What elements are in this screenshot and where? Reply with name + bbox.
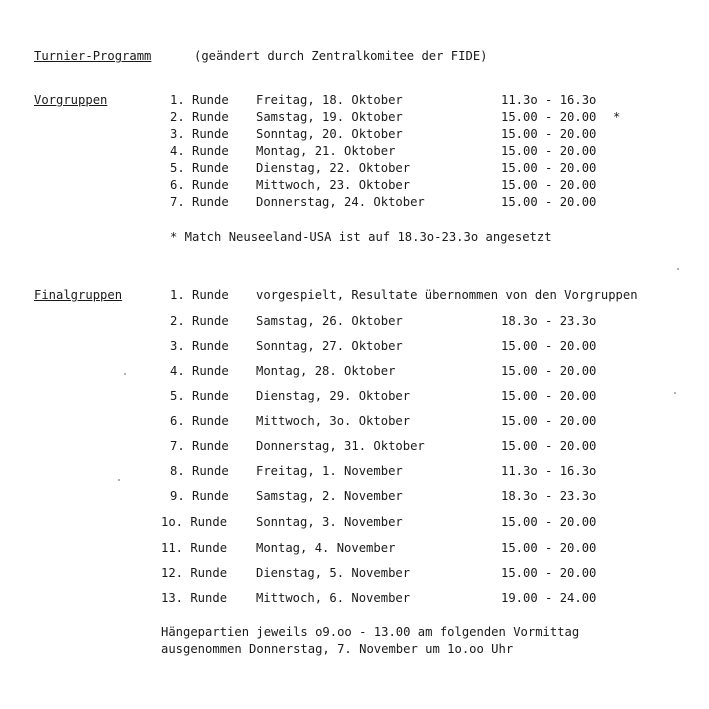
round-label: 4. Runde [170, 144, 229, 158]
round-time: 15.00 - 20.00 [501, 515, 597, 529]
round-date: Dienstag, 22. Oktober [256, 161, 411, 175]
paper-speck [124, 373, 126, 375]
vorgruppen-footnote: * Match Neuseeland-USA ist auf 18.3o-23.3o angesetzt [170, 230, 552, 244]
round-time: 15.00 - 20.00 [501, 178, 597, 192]
round-date: Mittwoch, 23. Oktober [256, 178, 411, 192]
round-label: 6. Runde [170, 414, 229, 428]
round-label: 6. Runde [170, 178, 229, 192]
round-label: 4. Runde [170, 364, 229, 378]
document-title: Turnier-Programm [34, 49, 152, 63]
round-date: Sonntag, 3. November [256, 515, 403, 529]
round-time: 15.00 - 20.00 [501, 161, 597, 175]
round-time: 15.00 - 20.00 [501, 541, 597, 555]
round-label: 3. Runde [170, 127, 229, 141]
round-label: 12. Runde [161, 566, 228, 580]
first-round-note: vorgespielt, Resultate übernommen von den Vorgruppen [256, 288, 638, 302]
round-time: 15.00 - 20.00 [501, 110, 597, 124]
round-time: 18.3o - 23.3o [501, 489, 597, 503]
round-time: 15.00 - 20.00 [501, 439, 597, 453]
round-time: 15.00 - 20.00 [501, 566, 597, 580]
finalgruppen-heading: Finalgruppen [34, 288, 123, 302]
round-label: 5. Runde [170, 161, 229, 175]
round-label: 13. Runde [161, 591, 228, 605]
round-time: 15.00 - 20.00 [501, 339, 597, 353]
round-label: 2. Runde [170, 110, 229, 124]
round-label: 7. Runde [170, 439, 229, 453]
round-date: Sonntag, 20. Oktober [256, 127, 403, 141]
round-date: Freitag, 1. November [256, 464, 403, 478]
round-label: 1. Runde [170, 288, 229, 302]
round-date: Donnerstag, 31. Oktober [256, 439, 425, 453]
round-label: 5. Runde [170, 389, 229, 403]
round-date: Dienstag, 5. November [256, 566, 411, 580]
round-label: 9. Runde [170, 489, 229, 503]
round-time: 15.00 - 20.00 [501, 389, 597, 403]
round-date: Montag, 4. November [256, 541, 396, 555]
round-date: Samstag, 19. Oktober [256, 110, 403, 124]
round-date: Donnerstag, 24. Oktober [256, 195, 425, 209]
round-label: 11. Runde [161, 541, 228, 555]
round-date: Mittwoch, 6. November [256, 591, 411, 605]
round-label: 7. Runde [170, 195, 229, 209]
footnote-marker: * [613, 110, 621, 124]
round-time: 19.00 - 24.00 [501, 591, 597, 605]
round-date: Freitag, 18. Oktober [256, 93, 403, 107]
round-time: 18.3o - 23.3o [501, 314, 597, 328]
round-label: 1. Runde [170, 93, 229, 107]
round-date: Samstag, 26. Oktober [256, 314, 403, 328]
round-time: 15.00 - 20.00 [501, 144, 597, 158]
paper-speck [677, 268, 679, 270]
round-time: 15.00 - 20.00 [501, 364, 597, 378]
paper-speck [118, 479, 120, 481]
round-date: Samstag, 2. November [256, 489, 403, 503]
round-time: 11.3o - 16.3o [501, 93, 597, 107]
round-date: Montag, 21. Oktober [256, 144, 396, 158]
round-time: 15.00 - 20.00 [501, 127, 597, 141]
round-time: 15.00 - 20.00 [501, 195, 597, 209]
round-date: Dienstag, 29. Oktober [256, 389, 411, 403]
round-time: 11.3o - 16.3o [501, 464, 597, 478]
round-date: Montag, 28. Oktober [256, 364, 396, 378]
round-label: 2. Runde [170, 314, 229, 328]
vorgruppen-heading: Vorgruppen [34, 93, 108, 107]
adjourned-games-note: Hängepartien jeweils o9.oo - 13.00 am folgenden Vormittag [161, 625, 580, 639]
round-label: 1o. Runde [161, 515, 228, 529]
round-time: 15.00 - 20.00 [501, 414, 597, 428]
paper-speck [674, 392, 676, 394]
round-label: 3. Runde [170, 339, 229, 353]
adjourned-games-exception: ausgenommen Donnerstag, 7. November um 1o.oo Uhr [161, 642, 514, 656]
round-label: 8. Runde [170, 464, 229, 478]
round-date: Mittwoch, 3o. Oktober [256, 414, 411, 428]
document-subtitle: (geändert durch Zentralkomitee der FIDE) [194, 49, 488, 63]
round-date: Sonntag, 27. Oktober [256, 339, 403, 353]
